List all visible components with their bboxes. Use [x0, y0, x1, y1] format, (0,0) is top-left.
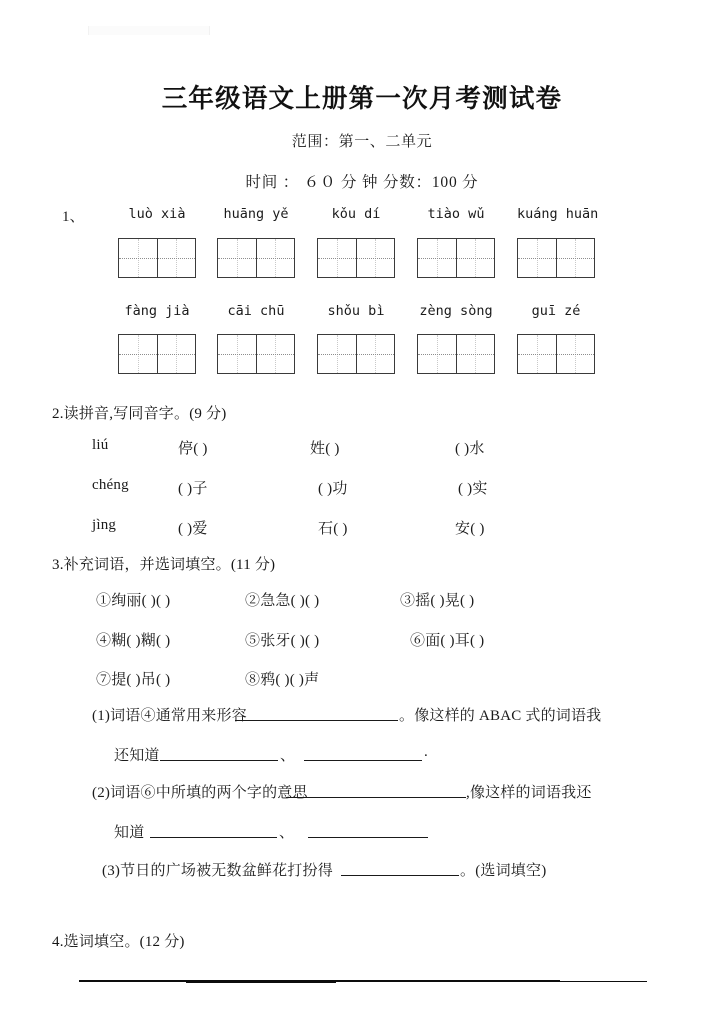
- character-grid-box[interactable]: [217, 334, 295, 374]
- exam-scope: 范围：第一、二单元: [291, 134, 433, 150]
- question-3-sub1-line2-label: 还知道: [114, 748, 160, 764]
- question-3-sub2-line2-separator: 、: [279, 825, 295, 841]
- question-1-pinyin-label: guī zé: [531, 303, 581, 319]
- question-3-sub2-text-b: ,像这样的词语我还: [466, 785, 592, 801]
- question-3-idiom-6[interactable]: ⑥面( )耳( ): [410, 633, 485, 649]
- character-grid-box[interactable]: [118, 238, 196, 278]
- question-3-idiom-7[interactable]: ⑦提( )吊( ): [96, 672, 171, 688]
- question-3-idiom-2[interactable]: ②急急( )( ): [245, 593, 320, 609]
- character-grid-box[interactable]: [417, 238, 495, 278]
- question-1-pinyin-label: kǒu dí: [331, 206, 381, 222]
- question-2-row-1-item-3[interactable]: ( )水: [455, 441, 485, 457]
- question-2-row-3-item-2[interactable]: 石( ): [318, 521, 348, 537]
- question-1-grid-row-1: [0, 238, 724, 280]
- question-3-idiom-8[interactable]: ⑧鸦( )( )声: [245, 672, 320, 688]
- page-title: 三年级语文上册第一次月考测试卷: [161, 84, 563, 113]
- grid-center-horizontal-line: [518, 354, 594, 355]
- question-1-number: 1、: [62, 209, 85, 225]
- question-3-sub1-text-a: (1)词语④通常用来形容: [92, 708, 247, 724]
- question-3-heading: 3.补充词语，并选词填空。(11 分): [52, 557, 276, 573]
- character-grid-box[interactable]: [317, 334, 395, 374]
- question-3-sub1-line2-end: .: [424, 744, 428, 760]
- question-3-idiom-4[interactable]: ④糊( )糊( ): [96, 633, 171, 649]
- question-2-row-3-item-3[interactable]: 安( ): [455, 521, 485, 537]
- question-3-sub2-line2-label: 知道: [114, 825, 145, 841]
- question-3-idiom-5[interactable]: ⑤张牙( )( ): [245, 633, 320, 649]
- question-3-sub1-line2-separator: 、: [280, 748, 296, 764]
- character-grid-box[interactable]: [517, 238, 595, 278]
- grid-center-horizontal-line: [418, 258, 494, 259]
- question-2-row-2-item-2[interactable]: ( )功: [318, 481, 348, 497]
- question-1-pinyin-row-1: [0, 206, 724, 228]
- grid-center-horizontal-line: [318, 258, 394, 259]
- character-grid-box[interactable]: [417, 334, 495, 374]
- question-3-sub3-text-a: (3)节日的广场被无数盆鲜花打扮得: [102, 863, 333, 879]
- question-1-pinyin-label: tiào wǔ: [427, 206, 485, 222]
- question-2-row-3-pinyin: jìng: [92, 517, 117, 533]
- question-1-pinyin-label: huāng yě: [223, 206, 289, 222]
- question-3-sub2-text-a: (2)词语⑥中所填的两个字的意思: [92, 785, 308, 801]
- question-3-sub2-blank-2[interactable]: [150, 837, 277, 838]
- question-1-pinyin-row-2: [0, 303, 724, 325]
- question-3-sub3-blank-1[interactable]: [341, 875, 459, 876]
- character-grid-box[interactable]: [217, 238, 295, 278]
- question-3-sub1-blank-2[interactable]: [160, 760, 278, 761]
- question-3-sub3-text-b: 。(选词填空): [460, 863, 547, 879]
- question-3-sub1-blank-3[interactable]: [304, 760, 422, 761]
- question-1-pinyin-label: kuáng huān: [517, 206, 599, 222]
- question-1-pinyin-label: zèng sòng: [419, 303, 493, 319]
- grid-center-horizontal-line: [518, 258, 594, 259]
- question-1-grid-row-2: [0, 334, 724, 376]
- question-2-row-2-pinyin: chéng: [92, 477, 129, 493]
- question-4-wordbank-rule-4[interactable]: [434, 981, 647, 982]
- page-top-artifact: [88, 26, 210, 35]
- character-grid-box[interactable]: [517, 334, 595, 374]
- question-3-sub1-blank-1[interactable]: [235, 720, 398, 721]
- question-2-row-1-item-1[interactable]: 停( ): [178, 441, 208, 457]
- question-3-idiom-3[interactable]: ③摇( )晃( ): [400, 593, 475, 609]
- question-2-row-1-pinyin: liú: [92, 437, 109, 453]
- question-2-row-3-item-1[interactable]: ( )爱: [178, 521, 208, 537]
- question-1-pinyin-label: fàng jià: [124, 303, 190, 319]
- character-grid-box[interactable]: [118, 334, 196, 374]
- question-3-sub2-blank-3[interactable]: [308, 837, 428, 838]
- question-1-pinyin-label: cāi chū: [227, 303, 285, 319]
- question-2-row-2-item-3[interactable]: ( )实: [458, 481, 488, 497]
- question-2-heading: 2.读拼音,写同音字。(9 分): [52, 406, 227, 422]
- grid-center-horizontal-line: [318, 354, 394, 355]
- question-1-pinyin-label: shǒu bì: [327, 303, 385, 319]
- question-2-row-2-item-1[interactable]: ( )子: [178, 481, 208, 497]
- grid-center-horizontal-line: [218, 258, 294, 259]
- question-3-sub1-text-b: 。像这样的 ABAC 式的词语我: [399, 708, 602, 724]
- character-grid-box[interactable]: [317, 238, 395, 278]
- grid-center-horizontal-line: [418, 354, 494, 355]
- grid-center-horizontal-line: [119, 354, 195, 355]
- question-1-pinyin-label: luò xià: [128, 206, 186, 222]
- grid-center-horizontal-line: [218, 354, 294, 355]
- question-3-idiom-1[interactable]: ①绚丽( )( ): [96, 593, 171, 609]
- exam-time-score: 时间 ： ６０ 分 钟 分数：100 分: [245, 174, 479, 191]
- question-3-sub2-blank-1[interactable]: [286, 797, 466, 798]
- question-2-row-1-item-2[interactable]: 姓( ): [310, 441, 340, 457]
- question-4-heading: 4.选词填空。(12 分): [52, 934, 185, 950]
- grid-center-horizontal-line: [119, 258, 195, 259]
